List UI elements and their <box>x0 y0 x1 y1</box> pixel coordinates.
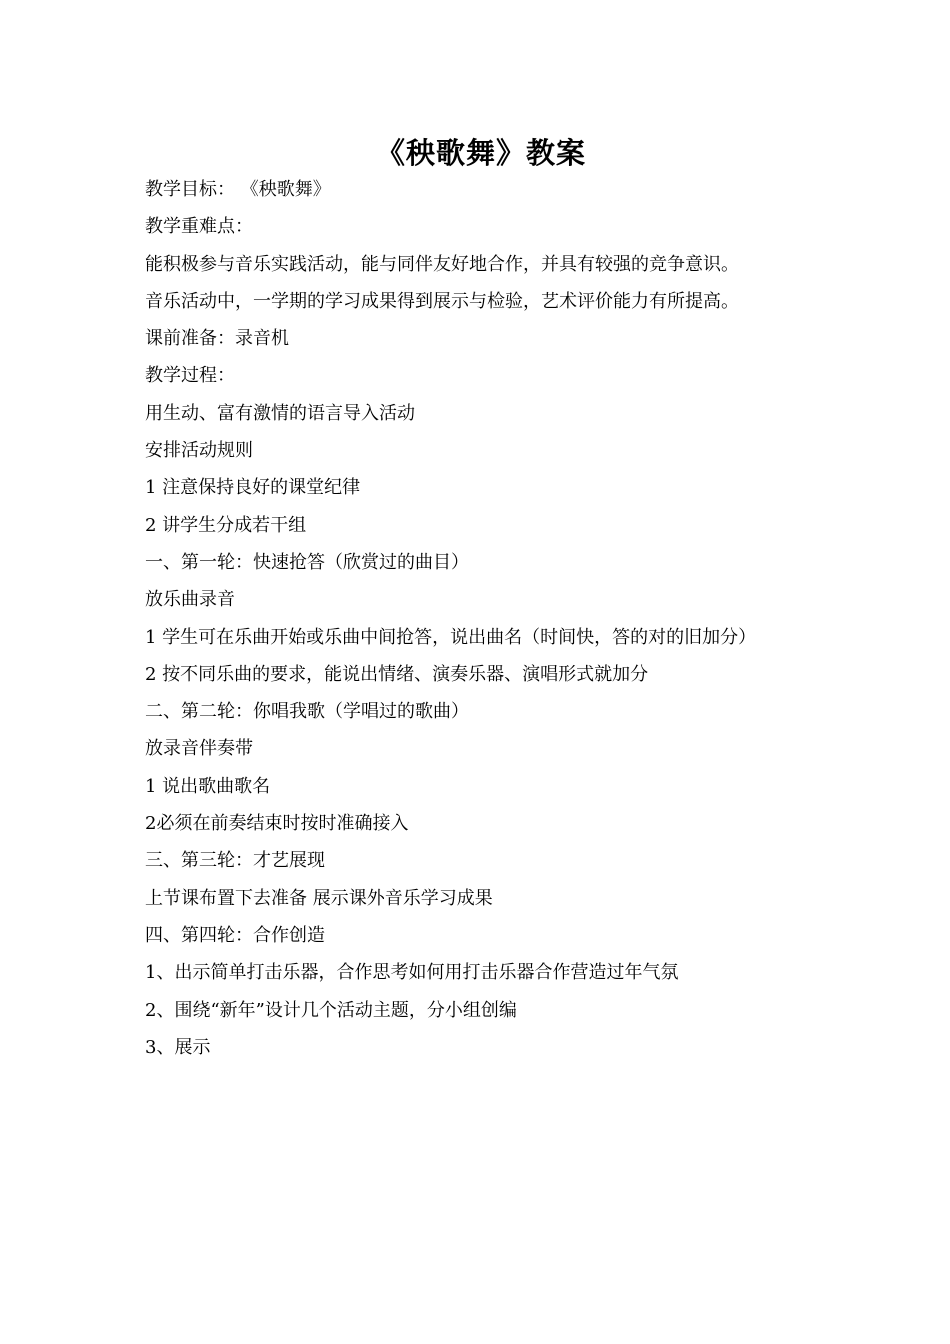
text-line-rule-1: 1 注意保持良好的课堂纪律 <box>145 477 361 499</box>
text-line-round-1-heading: 一、第一轮：快速抢答（欣赏过的曲目） <box>145 551 469 573</box>
text-line-process-heading: 教学过程： <box>145 365 235 387</box>
text-line-round-1-step: 放乐曲录音 <box>145 589 235 611</box>
text-line-round-2-step: 放录音伴奏带 <box>145 738 253 760</box>
text-line-round-1-item-2: 2 按不同乐曲的要求，能说出情绪、演奏乐器、演唱形式就加分 <box>145 663 649 685</box>
document-title: 《秧歌舞》教案 <box>375 136 586 170</box>
text-line-key-point-1: 能积极参与音乐实践活动，能与同伴友好地合作，并具有较强的竞争意识。 <box>145 253 739 275</box>
text-line-round-4-item-1: 1、出示简单打击乐器，合作思考如何用打击乐器合作营造过年气氛 <box>145 962 679 984</box>
text-line-rule-2: 2 讲学生分成若干组 <box>145 514 307 536</box>
text-line-preparation: 课前准备：录音机 <box>145 328 289 350</box>
text-line-round-1-item-1: 1 学生可在乐曲开始或乐曲中间抢答，说出曲名（时间快，答的对的旧加分） <box>145 626 757 648</box>
text-line-rules-heading: 安排活动规则 <box>145 440 253 462</box>
text-line-round-4-item-2: 2、围绕“新年”设计几个活动主题，分小组创编 <box>145 999 517 1021</box>
text-line-teaching-goal: 教学目标： 《秧歌舞》 <box>145 179 331 200</box>
text-line-round-4-heading: 四、第四轮：合作创造 <box>145 924 325 946</box>
document-body <box>145 171 845 1066</box>
text-line-round-3-heading: 三、第三轮：才艺展现 <box>145 850 325 872</box>
text-line-key-points-heading: 教学重难点： <box>145 216 253 238</box>
text-line-round-2-heading: 二、第二轮：你唱我歌（学唱过的歌曲） <box>145 701 469 723</box>
text-line-round-2-item-1: 1 说出歌曲歌名 <box>145 775 271 797</box>
text-line-key-point-2: 音乐活动中，一学期的学习成果得到展示与检验，艺术评价能力有所提高。 <box>145 290 739 312</box>
text-line-introduction: 用生动、富有激情的语言导入活动 <box>145 402 415 424</box>
text-line-round-4-item-3: 3、展示 <box>145 1036 211 1058</box>
text-line-round-3-detail: 上节课布置下去准备 展示课外音乐学习成果 <box>145 887 493 909</box>
text-line-round-2-item-2: 2必须在前奏结束时按时准确接入 <box>145 813 409 835</box>
